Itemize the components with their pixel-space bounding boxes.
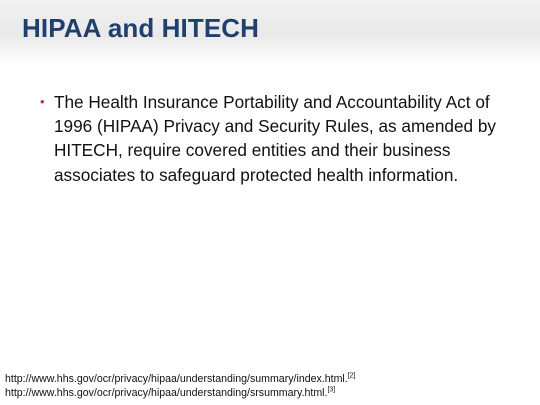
reference-line — [5, 373, 535, 387]
bullet-marker: • — [40, 94, 45, 109]
bullet-list — [40, 90, 510, 187]
reference-note: [2] — [347, 372, 356, 380]
slide-title: HIPAA and HITECH — [22, 13, 260, 43]
reference-url: http://www.hhs.gov/ocr/privacy/hipaa/understanding/summary/index.html. — [5, 373, 348, 385]
title-band — [0, 0, 540, 64]
references — [5, 373, 535, 400]
reference-url: http://www.hhs.gov/ocr/privacy/hipaa/understanding/srsummary.html. — [5, 386, 328, 399]
reference-note: [3] — [327, 385, 336, 393]
bullet-item — [40, 90, 510, 187]
bullet-text: The Health Insurance Portability and Accountability Act of 1996 (HIPAA) Privacy and Security Rules, as amended by HITECH, require covered entities and their business associates to safeguard protected health information. — [54, 92, 496, 185]
reference-line — [5, 387, 535, 401]
